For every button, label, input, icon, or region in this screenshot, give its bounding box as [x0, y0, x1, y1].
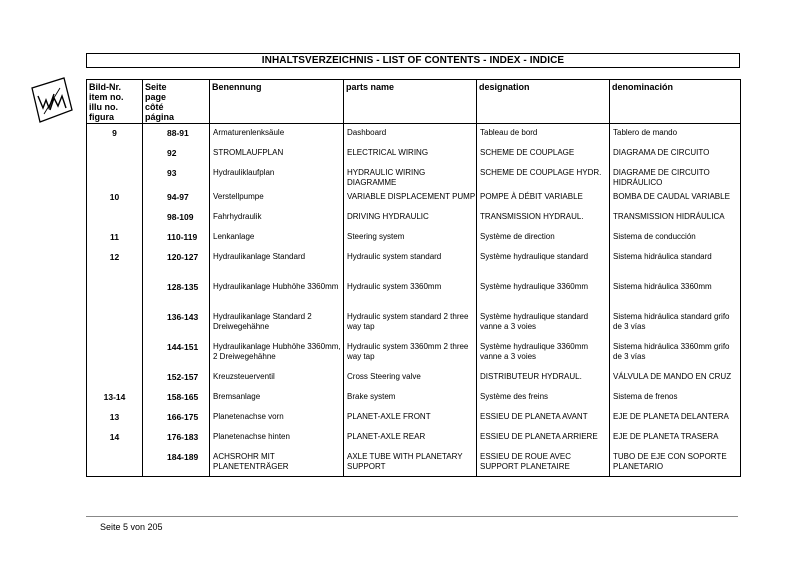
page-cell: 166-175: [143, 408, 210, 428]
bild-nr-cell: 13-14: [87, 388, 143, 408]
bild-nr-cell: [87, 208, 143, 228]
denominacion-cell: EJE DE PLANETA DELANTERA: [610, 408, 741, 428]
benennung-cell: STROMLAUFPLAN: [210, 144, 344, 164]
designation-cell: TRANSMISSION HYDRAUL.: [477, 208, 610, 228]
bild-nr-cell: 12: [87, 248, 143, 278]
benennung-cell: Hydraulikanlage Standard 2 Dreiwegehähne: [210, 308, 344, 338]
denominacion-cell: DIAGRAME DE CIRCUITO HIDRÁULICO: [610, 164, 741, 188]
header-parts-name: parts name: [344, 80, 477, 124]
denominacion-cell: TUBO DE EJE CON SOPORTE PLANETARIO: [610, 448, 741, 477]
benennung-cell: Hydraulikanlage Hubhöhe 3360mm, 2 Dreiwegehähne: [210, 338, 344, 368]
page-cell: 158-165: [143, 388, 210, 408]
table-row: [87, 388, 741, 408]
benennung-cell: Fahrhydraulik: [210, 208, 344, 228]
designation-cell: Système hydraulique standard: [477, 248, 610, 278]
bild-nr-cell: [87, 308, 143, 338]
benennung-cell: Hydraulikanlage Standard: [210, 248, 344, 278]
page-cell: 144-151: [143, 338, 210, 368]
designation-cell: Système hydraulique 3360mm: [477, 278, 610, 308]
denominacion-cell: Sistema de conducción: [610, 228, 741, 248]
designation-cell: Système hydraulique standard vanne a 3 voies: [477, 308, 610, 338]
parts-name-cell: DRIVING HYDRAULIC: [344, 208, 477, 228]
page-cell: 98-109: [143, 208, 210, 228]
page-cell: 120-127: [143, 248, 210, 278]
denominacion-cell: Sistema hidráulica 3360mm grifo de 3 vías: [610, 338, 741, 368]
parts-name-cell: Steering system: [344, 228, 477, 248]
page-title: INHALTSVERZEICHNIS - LIST OF CONTENTS - INDEX - INDICE: [86, 53, 740, 68]
benennung-cell: Planetenachse hinten: [210, 428, 344, 448]
benennung-cell: Verstellpumpe: [210, 188, 344, 208]
table-row: [87, 228, 741, 248]
benennung-cell: Bremsanlage: [210, 388, 344, 408]
designation-cell: Système hydraulique 3360mm vanne a 3 voies: [477, 338, 610, 368]
denominacion-cell: Sistema hidráulica 3360mm: [610, 278, 741, 308]
bild-nr-cell: 11: [87, 228, 143, 248]
parts-name-cell: HYDRAULIC WIRING DIAGRAMME: [344, 164, 477, 188]
parts-name-cell: Brake system: [344, 388, 477, 408]
parts-name-cell: Hydraulic system standard 2 three way tap: [344, 308, 477, 338]
parts-name-cell: AXLE TUBE WITH PLANETARY SUPPORT: [344, 448, 477, 477]
denominacion-cell: BOMBA DE CAUDAL VARIABLE: [610, 188, 741, 208]
bild-nr-cell: [87, 338, 143, 368]
table-row: [87, 368, 741, 388]
bild-nr-cell: [87, 144, 143, 164]
denominacion-cell: VÁLVULA DE MANDO EN CRUZ: [610, 368, 741, 388]
designation-cell: SCHEME DE COUPLAGE HYDR.: [477, 164, 610, 188]
bild-nr-cell: [87, 164, 143, 188]
parts-name-cell: Hydraulic system 3360mm: [344, 278, 477, 308]
table-row: [87, 428, 741, 448]
designation-cell: Système de direction: [477, 228, 610, 248]
bild-nr-cell: 10: [87, 188, 143, 208]
designation-cell: Tableau de bord: [477, 124, 610, 144]
page-cell: 184-189: [143, 448, 210, 477]
parts-name-cell: ELECTRICAL WIRING: [344, 144, 477, 164]
page-cell: 93: [143, 164, 210, 188]
header-bild-nr: Bild-Nr. item no. illu no. figura: [87, 80, 143, 124]
contents-table: [86, 79, 741, 477]
table-header-row: [87, 80, 741, 124]
page-cell: 110-119: [143, 228, 210, 248]
benennung-cell: Planetenachse vorn: [210, 408, 344, 428]
table-row: [87, 124, 741, 144]
benennung-cell: Hydraulikanlage Hubhöhe 3360mm: [210, 278, 344, 308]
denominacion-cell: DIAGRAMA DE CIRCUITO: [610, 144, 741, 164]
table-row: [87, 338, 741, 368]
parts-name-cell: PLANET-AXLE REAR: [344, 428, 477, 448]
table-row: [87, 448, 741, 477]
denominacion-cell: EJE DE PLANETA TRASERA: [610, 428, 741, 448]
table-row: [87, 188, 741, 208]
header-benennung: Benennung: [210, 80, 344, 124]
parts-name-cell: Hydraulic system standard: [344, 248, 477, 278]
table-row: [87, 208, 741, 228]
bild-nr-cell: 13: [87, 408, 143, 428]
benennung-cell: Lenkanlage: [210, 228, 344, 248]
footer-divider: [86, 516, 738, 517]
designation-cell: ESSIEU DE ROUE AVEC SUPPORT PLANETAIRE: [477, 448, 610, 477]
denominacion-cell: Sistema de frenos: [610, 388, 741, 408]
bild-nr-cell: [87, 368, 143, 388]
parts-name-cell: VARIABLE DISPLACEMENT PUMP: [344, 188, 477, 208]
page-number: Seite 5 von 205: [100, 522, 163, 532]
bild-nr-cell: 14: [87, 428, 143, 448]
parts-name-cell: Cross Steering valve: [344, 368, 477, 388]
table-row: [87, 164, 741, 188]
table-row: [87, 144, 741, 164]
page-cell: 136-143: [143, 308, 210, 338]
table-row: [87, 278, 741, 308]
company-logo: [30, 76, 74, 126]
header-seite: Seite page côté página: [143, 80, 210, 124]
parts-name-cell: PLANET-AXLE FRONT: [344, 408, 477, 428]
parts-name-cell: Dashboard: [344, 124, 477, 144]
denominacion-cell: Sistema hidráulica standard: [610, 248, 741, 278]
bild-nr-cell: 9: [87, 124, 143, 144]
designation-cell: Système des freins: [477, 388, 610, 408]
bild-nr-cell: [87, 278, 143, 308]
designation-cell: ESSIEU DE PLANETA AVANT: [477, 408, 610, 428]
denominacion-cell: Tablero de mando: [610, 124, 741, 144]
designation-cell: DISTRIBUTEUR HYDRAUL.: [477, 368, 610, 388]
table-row: [87, 248, 741, 278]
table-row: [87, 308, 741, 338]
designation-cell: SCHEME DE COUPLAGE: [477, 144, 610, 164]
page-cell: 94-97: [143, 188, 210, 208]
header-designation: designation: [477, 80, 610, 124]
designation-cell: ESSIEU DE PLANETA ARRIERE: [477, 428, 610, 448]
benennung-cell: Kreuzsteuerventil: [210, 368, 344, 388]
parts-name-cell: Hydraulic system 3360mm 2 three way tap: [344, 338, 477, 368]
page-cell: 128-135: [143, 278, 210, 308]
header-denominacion: denominación: [610, 80, 741, 124]
benennung-cell: Hydrauliklaufplan: [210, 164, 344, 188]
denominacion-cell: TRANSMISSION HIDRÁULICA: [610, 208, 741, 228]
page-cell: 88-91: [143, 124, 210, 144]
denominacion-cell: Sistema hidráulica standard grifo de 3 vías: [610, 308, 741, 338]
table-row: [87, 408, 741, 428]
designation-cell: POMPE À DÉBIT VARIABLE: [477, 188, 610, 208]
bild-nr-cell: [87, 448, 143, 477]
page-cell: 176-183: [143, 428, 210, 448]
benennung-cell: Armaturenlenksäule: [210, 124, 344, 144]
page-cell: 92: [143, 144, 210, 164]
page-cell: 152-157: [143, 368, 210, 388]
benennung-cell: ACHSROHR MIT PLANETENTRÄGER: [210, 448, 344, 477]
